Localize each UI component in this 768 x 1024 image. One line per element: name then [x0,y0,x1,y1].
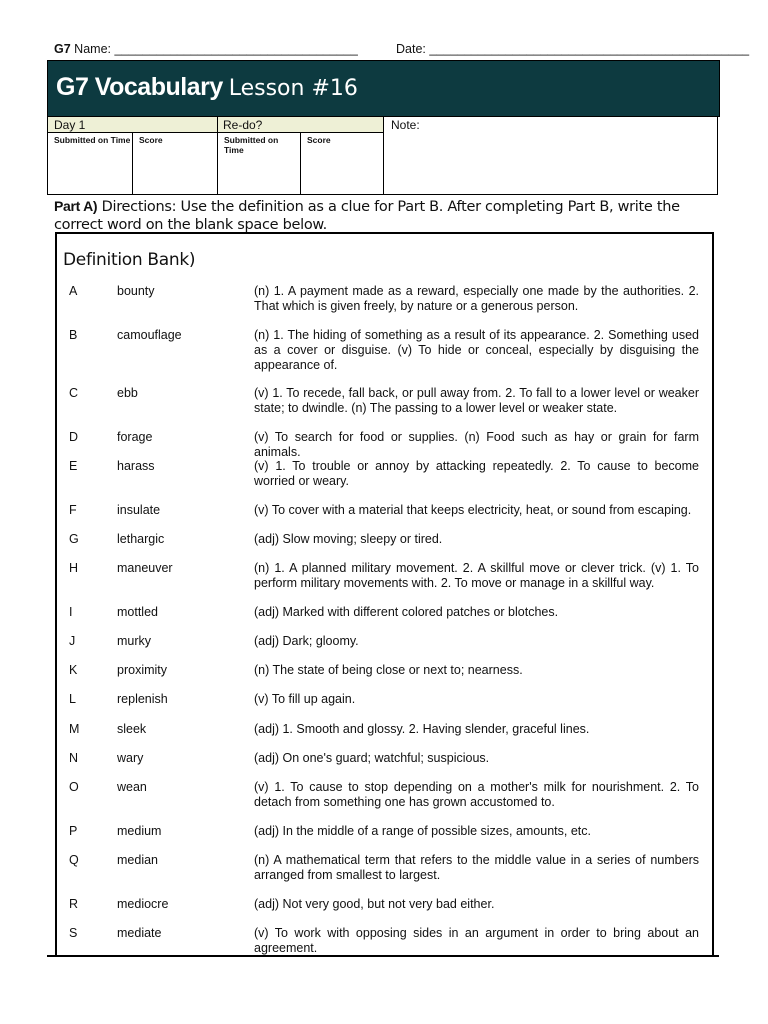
entry-definition: (adj) Slow moving; sleepy or tired. [254,532,443,546]
definition-bank [55,232,714,956]
entry-definition: (adj) On one's guard; watchful; suspicious. [254,751,490,765]
entry-definition: (v) To cover with a material that keeps electricity, heat, or sound from escaping. [254,503,692,517]
entry-word: proximity [117,663,168,677]
entry-word: maneuver [117,561,173,575]
day-label: Day 1 [48,117,218,133]
entry-definition: (n) The state of being close or next to; nearness. [254,663,523,677]
directions-text: Directions: Use the definition as a clue for Part B. After completing Part B, write the correct word on the blank space below. [54,199,680,233]
title-lesson: Lesson #16 [228,76,358,101]
redo-label: Re-do? [218,117,384,133]
entry-letter: G [69,532,79,546]
entry-definition: (adj) Marked with different colored patches or blotches. [254,605,559,619]
redo-score-cell[interactable] [301,133,384,195]
title-main: G7 Vocabulary [56,73,223,101]
submitted-label: Submitted on Time [54,135,131,145]
entry-letter: I [69,605,73,619]
entry-definition: (n) 1. The hiding of something as a result of its appearance. 2. Something used as a cover or disguise. (v) To hide or conceal, especially by disguising the appearance of. [254,328,699,372]
day1-submitted-cell[interactable] [48,133,133,195]
entry-word: insulate [117,503,161,517]
bottom-rule [47,955,719,957]
entry-definition: (v) 1. To trouble or annoy by attacking repeatedly. 2. To cause to become worried or weary. [254,459,699,488]
entry-word: murky [117,634,152,648]
entry-definition: (v) 1. To recede, fall back, or pull away from. 2. To fall to a lower level or weaker state; to dwindle. (n) The passing to a lower level or weaker state. [254,386,699,415]
entry-letter: C [69,386,79,400]
entry-letter: L [69,692,76,706]
entry-word: medium [117,824,162,838]
entry-word: mottled [117,605,158,619]
score-label: Score [307,135,331,145]
entry-letter: J [69,634,76,648]
entry-word: wary [117,751,144,765]
entry-letter: E [69,459,78,473]
entry-letter: O [69,780,79,794]
score-grid [47,117,718,195]
note-label: Note: [391,118,420,132]
entry-word: lethargic [117,532,165,546]
entry-letter: Q [69,853,79,867]
redo-submitted-cell[interactable] [218,133,301,195]
entry-word: wean [117,780,147,794]
entry-definition: (adj) 1. Smooth and glossy. 2. Having slender, graceful lines. [254,722,590,736]
entry-word: harass [117,459,155,473]
entry-letter: D [69,430,79,444]
entry-definition: (n) 1. A payment made as a reward, especially one made by the authorities. 2. That which is given freely, by nature or a generous person. [254,284,699,313]
entry-definition: (v) To work with opposing sides in an argument in order to bring about an agreement. [254,926,699,955]
entry-letter: A [69,284,78,298]
entry-letter: F [69,503,77,517]
entry-word: median [117,853,158,867]
entry-definition: (n) 1. A planned military movement. 2. A skillful move or clever trick. (v) 1. To perform military movements with. 2. To move or manage in a skillful way. [254,561,699,590]
entry-definition: (v) 1. To cause to stop depending on a mother's milk for nourishment. 2. To detach from something one has grown accustomed to. [254,780,699,809]
entry-word: ebb [117,386,138,400]
entry-definition: (n) A mathematical term that refers to the middle value in a series of numbers arranged from smallest to largest. [254,853,699,882]
title-banner [47,60,720,117]
date-field[interactable]: Date: ______________________________________________ [396,42,750,56]
entry-letter: H [69,561,79,575]
entry-letter: S [69,926,78,940]
entry-definition: (adj) Dark; gloomy. [254,634,359,648]
submitted-label: Submitted on Time [224,135,279,155]
entry-letter: R [69,897,79,911]
entry-word: forage [117,430,153,444]
entry-word: replenish [117,692,168,706]
score-label: Score [139,135,163,145]
entry-word: camouflage [117,328,182,342]
entry-letter: M [69,722,80,736]
entry-definition: (v) To search for food or supplies. (n) Food such as hay or grain for farm animals. [254,430,699,459]
directions [54,197,718,234]
grade-label: G7 [54,42,71,56]
entry-word: bounty [117,284,155,298]
entry-definition: (v) To fill up again. [254,692,356,706]
entry-word: sleek [117,722,147,736]
bank-title: Definition Bank) [63,250,196,270]
part-label: Part A) [54,198,98,214]
entry-word: mediate [117,926,162,940]
entry-definition: (adj) In the middle of a range of possible sizes, amounts, etc. [254,824,591,838]
day1-score-cell[interactable] [133,133,218,195]
page-title [56,73,358,102]
name-date-line [54,42,750,58]
entry-definition: (adj) Not very good, but not very bad either. [254,897,495,911]
entry-letter: K [69,663,78,677]
entry-word: mediocre [117,897,169,911]
entry-letter: P [69,824,78,838]
entry-letter: B [69,328,78,342]
name-field[interactable]: Name: ___________________________________ [74,42,358,56]
entry-letter: N [69,751,79,765]
